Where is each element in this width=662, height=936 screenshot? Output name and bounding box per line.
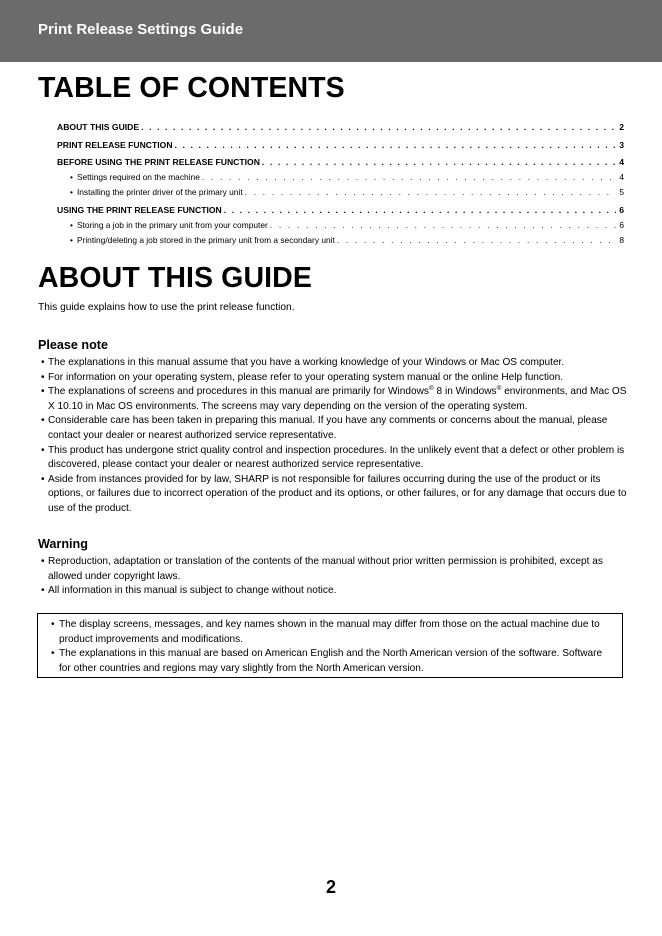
bullet-icon: • [41, 444, 45, 456]
bullet-icon: • [70, 235, 73, 245]
notice-list [50, 618, 616, 676]
please-note-heading: Please note [38, 338, 108, 352]
toc-entry-label: ABOUT THIS GUIDE [57, 122, 140, 132]
toc-entry-label: PRINT RELEASE FUNCTION [57, 140, 173, 150]
toc-entry-page: 6 [619, 205, 624, 215]
bullet-icon: • [41, 357, 45, 368]
toc-leader [141, 122, 616, 132]
toc-entry-page: 4 [619, 157, 624, 167]
toc-entry-page: 4 [619, 172, 624, 182]
list-item: • This product has undergone strict quality control and inspection procedures. In the unlikely event that a defect or other problem is discovered, please contact your dealer or nearest authorized service representative. [41, 444, 625, 471]
registered-mark: ® [496, 385, 502, 393]
toc-heading: TABLE OF CONTENTS [38, 72, 345, 104]
about-heading: ABOUT THIS GUIDE [38, 262, 312, 294]
list-item: • The explanations in this manual assume that you have a working knowledge of your Windows or Mac OS computer. [38, 356, 628, 371]
toc-entry-label: Printing/deleting a job stored in the primary unit from a secondary unit [76, 235, 335, 245]
toc-entry-before-using[interactable] [57, 157, 624, 167]
toc-entry-label: Installing the printer driver of the primary unit [76, 187, 243, 197]
bullet-icon: • [70, 220, 73, 230]
bullet-icon: • [41, 556, 45, 567]
page-number: 2 [325, 877, 336, 897]
bullet-icon: • [41, 473, 45, 485]
toc-entry-page: 3 [619, 140, 624, 150]
header-bar [0, 0, 662, 62]
list-item: • The display screens, messages, and key names shown in the manual may differ from those on the actual machine due to product improvements and modifications. [51, 619, 600, 645]
list-item: • The explanations in this manual are based on American English and the North American version of the software. Software for other countries and regions may vary slightly from the North American version. [51, 648, 603, 674]
toc-entry-about-this-guide[interactable] [57, 122, 624, 132]
please-note-list [38, 356, 628, 517]
list-item: • For information on your operating system, please refer to your operating system manual or the online Help function. [38, 371, 628, 386]
bullet-icon: • [41, 386, 45, 398]
bullet-icon: • [41, 371, 45, 383]
toc-leader [270, 220, 617, 230]
toc-leader [245, 187, 617, 197]
toc-leader [224, 205, 616, 215]
toc-entry-settings-required[interactable] [70, 172, 624, 182]
list-item: • The explanations of screens and procedures in this manual are primarily for Windows® 8 in Windows® environments, and Mac OS X 10.10 in Mac OS environments. The screens may vary depending on the version of the operating system. [41, 385, 627, 412]
toc-entry-label: USING THE PRINT RELEASE FUNCTION [57, 205, 222, 215]
bullet-icon: • [41, 585, 45, 597]
bullet-icon: • [70, 172, 73, 182]
toc-leader [202, 172, 616, 182]
about-intro: This guide explains how to use the print release function. [38, 302, 295, 313]
document-title: Print Release Settings Guide [38, 21, 244, 38]
list-item: • Considerable care has been taken in preparing this manual. If you have any comments or concerns about the manual, please contact your dealer or nearest authorized service representative. [41, 415, 608, 441]
toc-entry-printing-deleting-job[interactable] [70, 235, 624, 245]
bullet-icon: • [51, 648, 55, 660]
toc-entry-using-print-release[interactable] [57, 205, 624, 215]
toc-entry-label: Storing a job in the primary unit from your computer [76, 220, 268, 230]
toc-entry-page: 6 [619, 220, 624, 230]
toc-entry-page: 2 [619, 122, 624, 132]
bullet-icon: • [51, 619, 55, 630]
bullet-icon: • [41, 415, 45, 427]
toc-entry-installing-driver[interactable] [70, 187, 624, 197]
toc-entry-page: 5 [619, 187, 624, 197]
toc-entry-storing-job[interactable] [70, 220, 624, 230]
warning-heading: Warning [38, 537, 88, 551]
toc-entry-print-release-function[interactable] [57, 140, 624, 150]
toc-leader [175, 140, 617, 150]
toc-entry-label: BEFORE USING THE PRINT RELEASE FUNCTION [57, 157, 260, 167]
bullet-icon: • [70, 187, 73, 197]
warning-list [38, 555, 628, 599]
notice-box [37, 613, 623, 678]
list-item: • Reproduction, adaptation or translation of the contents of the manual without prior written permission is prohibited, except as allowed under copyright laws. [41, 556, 603, 582]
list-item: • All information in this manual is subject to change without notice. [38, 584, 628, 599]
list-item: • Aside from instances provided for by law, SHARP is not responsible for failures occurring during the use of the product or its options, or failures due to incorrect operation of the product and its options, or other failures, or for any damage that occurs due to use of the product. [41, 473, 627, 514]
toc-entry-label: Settings required on the machine [76, 172, 200, 182]
toc-entry-page: 8 [619, 235, 624, 245]
toc-leader [262, 157, 616, 167]
toc-leader [337, 235, 616, 245]
registered-mark: ® [428, 385, 434, 393]
